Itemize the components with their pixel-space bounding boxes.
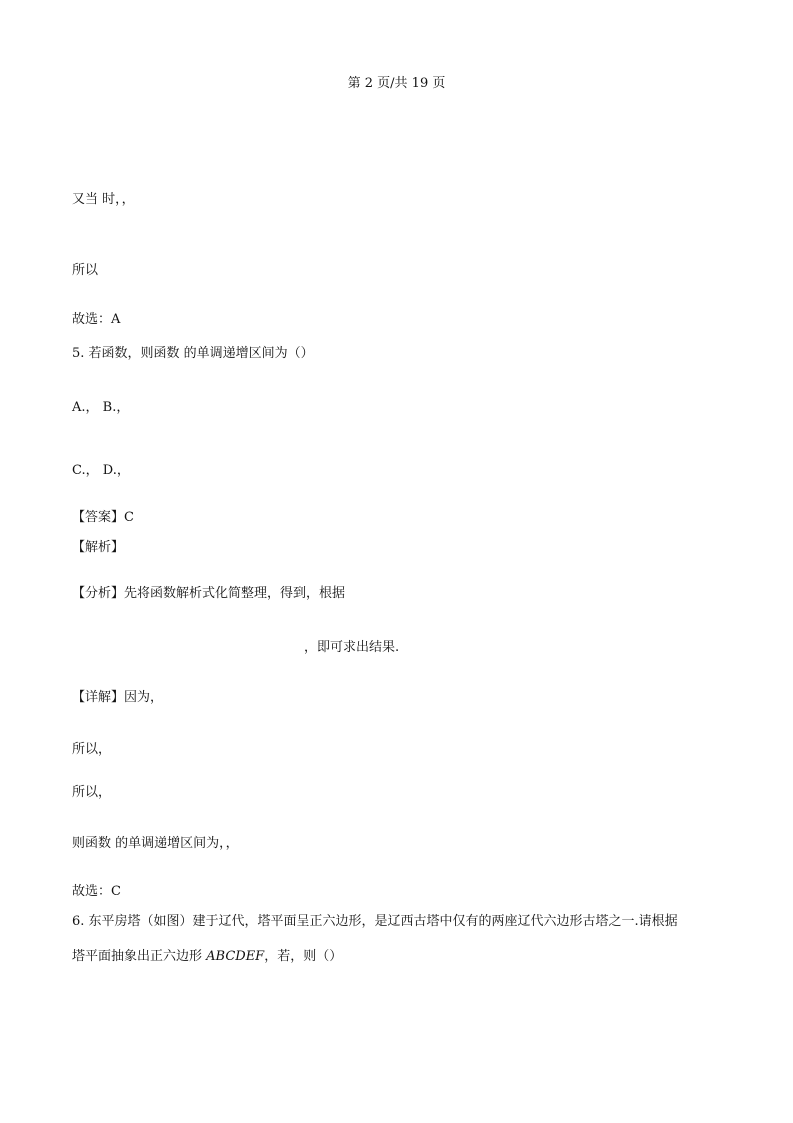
question-5-options-cd: C.， D.， [72, 463, 130, 478]
question-6-text-c: ，若，则（） [264, 949, 343, 964]
analysis-fenxi-continued: ，即可求出结果. [304, 640, 400, 655]
question-6-text-a: 塔平面抽象出正六边形 [72, 949, 207, 964]
question-6-stem-line-2 [72, 949, 342, 965]
question-5-stem: 5. 若函数，则函数 的单调递增区间为（） [72, 346, 314, 361]
text-line-2: 所以 [72, 263, 99, 278]
detail-choose: 故选：C [72, 884, 121, 899]
detail-suoyi-1: 所以， [72, 742, 112, 757]
analysis-label: 【解析】 [72, 540, 125, 555]
analysis-fenxi: 【分析】先将函数解析式化简整理，得到，根据 [72, 586, 346, 601]
hexagon-label: ABCDEF [206, 949, 265, 964]
detail-conclusion: 则函数 的单调递增区间为，， [72, 836, 239, 851]
question-6-stem-line-1: 6. 东平房塔（如图）建于辽代，塔平面呈正六边形，是辽西古塔中仅有的两座辽代六边形古塔之一.请根据 [72, 914, 678, 929]
page-header: 第 2 页/共 19 页 [347, 76, 446, 91]
text-line-3: 故选：A [72, 312, 121, 327]
detail-xiangjie: 【详解】因为， [72, 690, 164, 705]
answer-label: 【答案】C [72, 510, 134, 525]
detail-suoyi-2: 所以， [72, 785, 112, 800]
text-line-1: 又当 时，， [72, 192, 135, 207]
question-5-options-ab: A.， B.， [72, 400, 130, 415]
